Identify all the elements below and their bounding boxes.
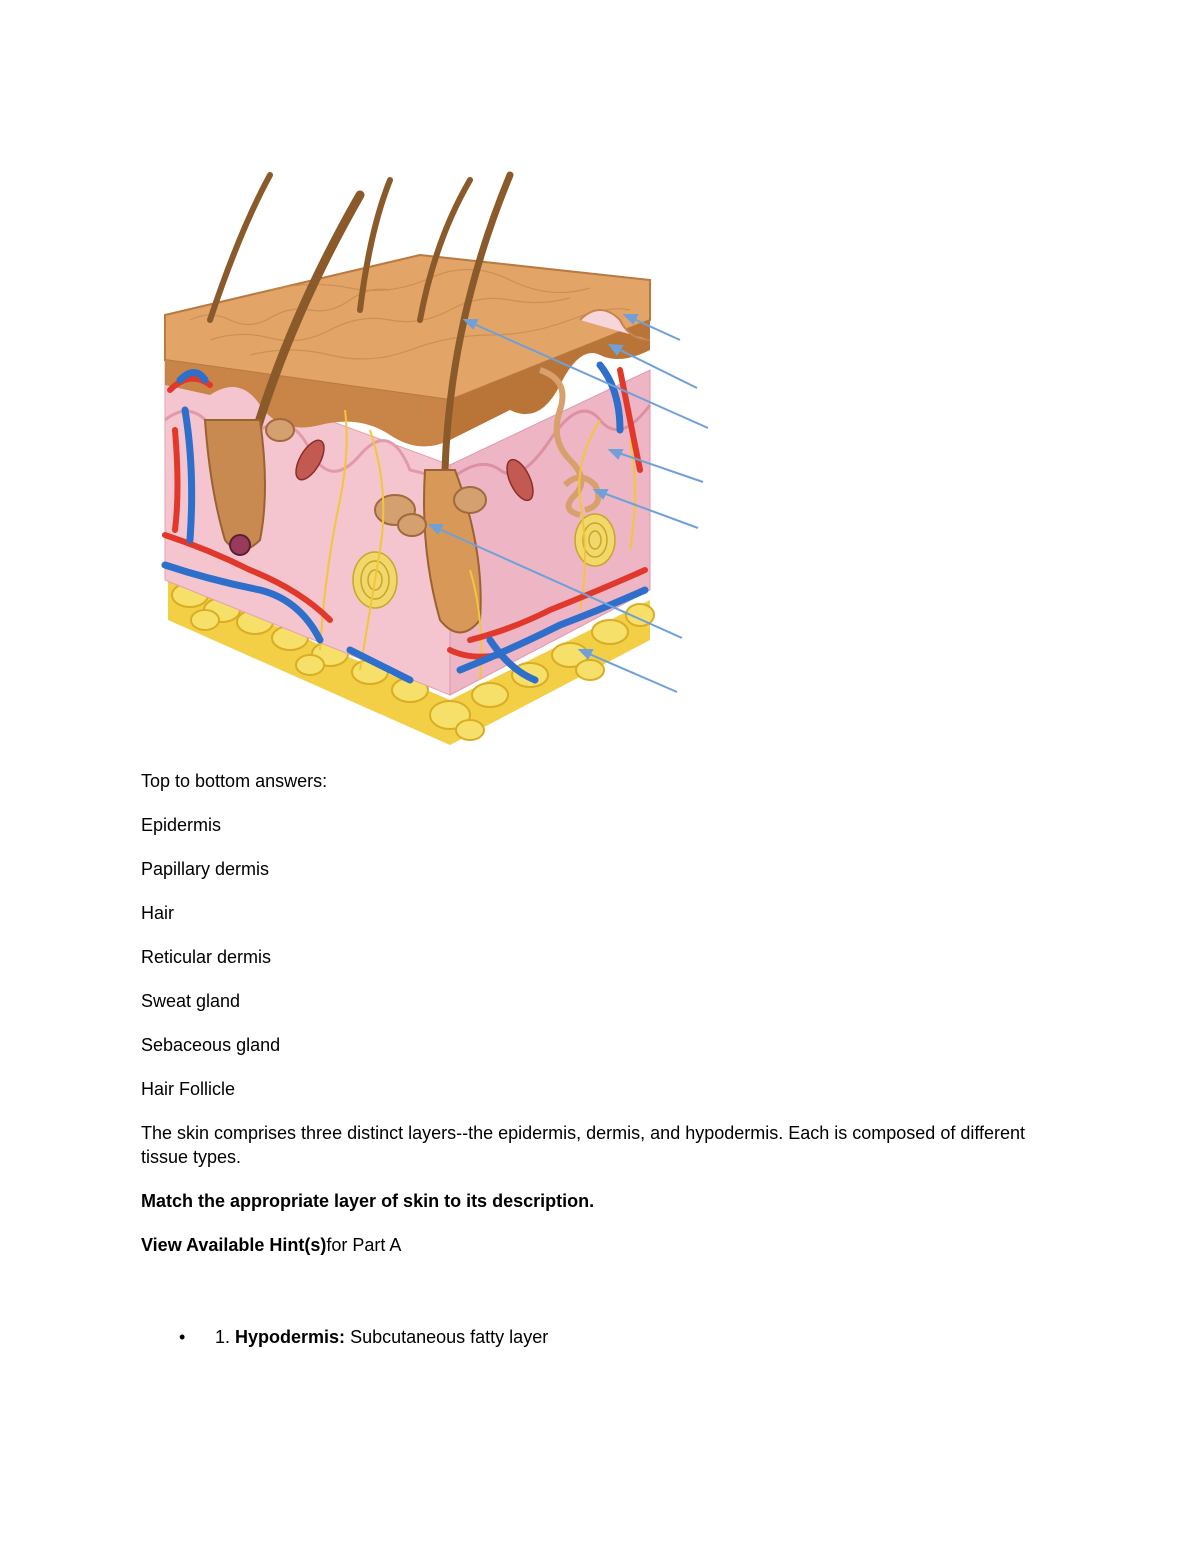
bullet-term: Hypodermis: bbox=[235, 1327, 346, 1347]
skin-cross-section-illustration bbox=[150, 170, 750, 770]
description-paragraph: The skin comprises three distinct layers--the epidermis, dermis, and hypodermis. Each is composed of different tissue types. bbox=[141, 1123, 1026, 1167]
bullet-marker: • bbox=[179, 1327, 186, 1347]
answer-text-block bbox=[141, 769, 1061, 1349]
hint-suffix: for Part A bbox=[326, 1235, 402, 1255]
answer-item: Epidermis bbox=[141, 815, 222, 835]
bullet-content bbox=[215, 1325, 548, 1349]
instruction-text: Match the appropriate layer of skin to its description. bbox=[141, 1191, 595, 1211]
hint-line bbox=[141, 1233, 1061, 1257]
answers-heading: Top to bottom answers: bbox=[141, 771, 328, 791]
view-hints-link[interactable]: View Available Hint(s) bbox=[141, 1235, 327, 1255]
answer-item: Sebaceous gland bbox=[141, 1035, 281, 1055]
bullet-number: 1. bbox=[215, 1327, 231, 1347]
answer-item: Sweat gland bbox=[141, 991, 241, 1011]
bullet-description: Subcutaneous fatty layer bbox=[350, 1327, 549, 1347]
answer-bullet bbox=[141, 1325, 1061, 1349]
answer-item: Reticular dermis bbox=[141, 947, 272, 967]
answer-item: Papillary dermis bbox=[141, 859, 270, 879]
skin-diagram bbox=[150, 170, 750, 770]
answer-item: Hair Follicle bbox=[141, 1079, 236, 1099]
answer-item: Hair bbox=[141, 903, 175, 923]
